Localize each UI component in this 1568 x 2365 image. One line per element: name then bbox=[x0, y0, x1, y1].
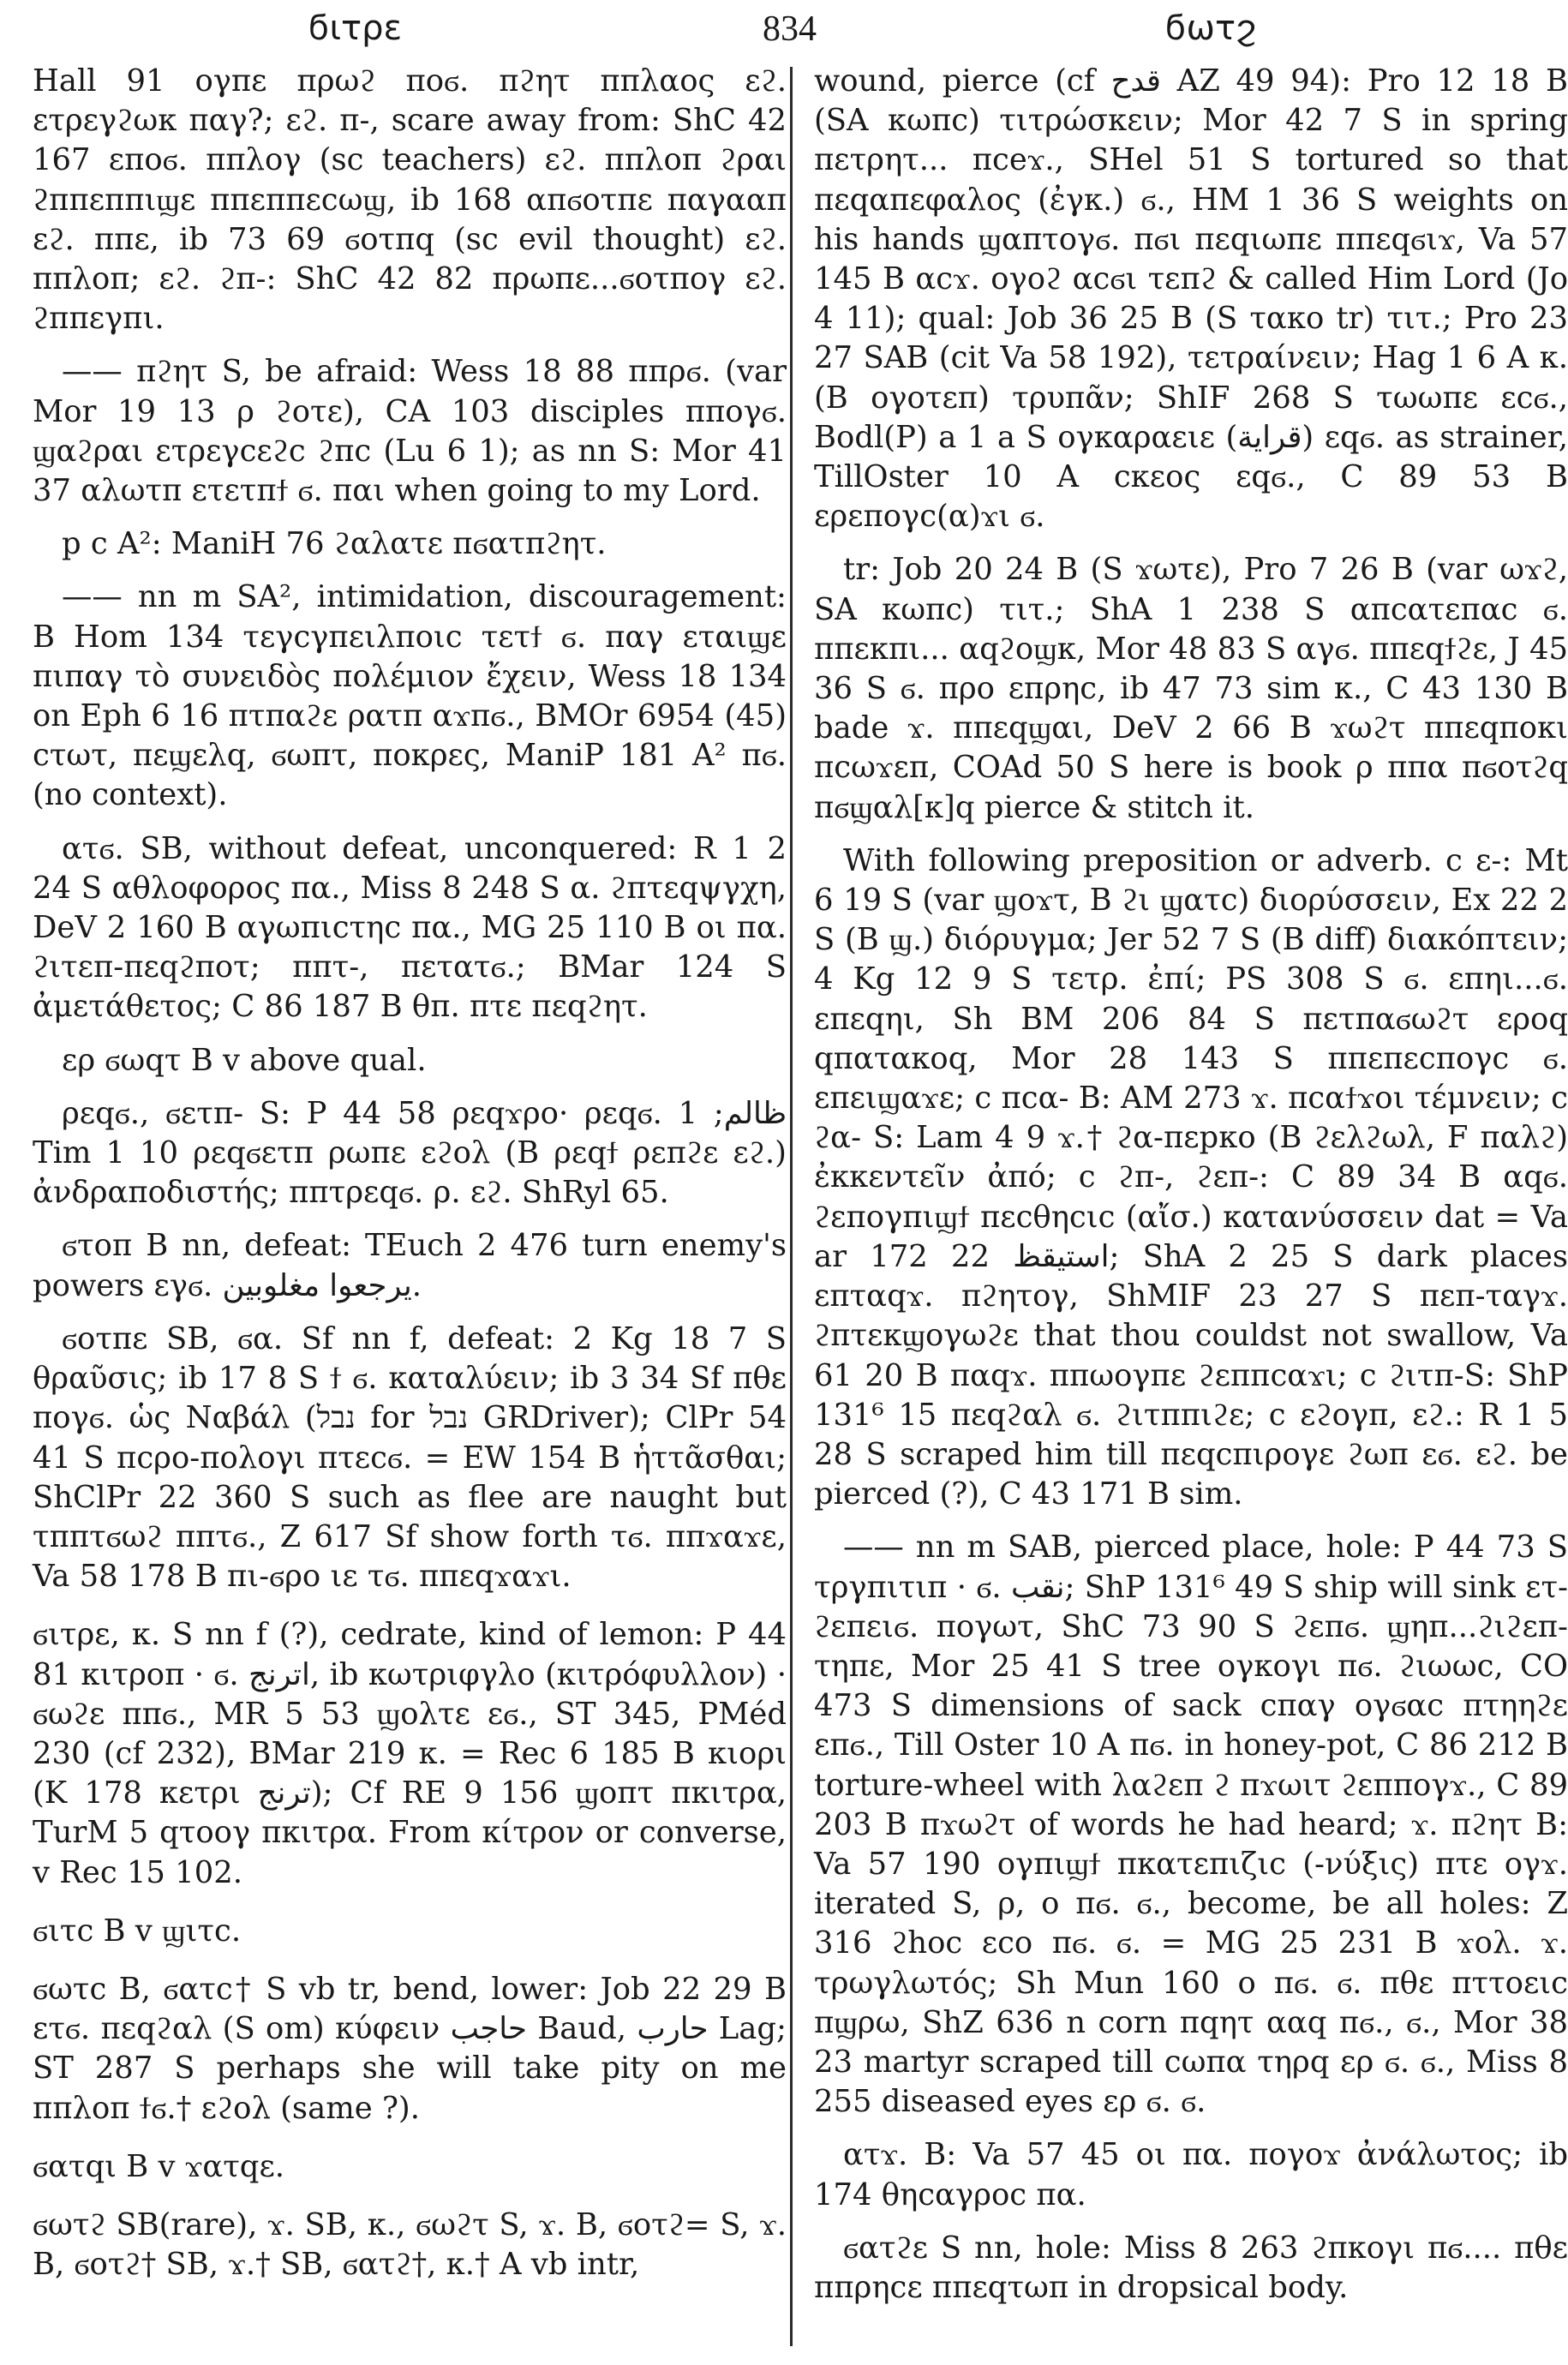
headword-entry: ϭωτϩ SB(rare), ϫ. SB, κ., ϭωϩτ S, ϫ. B, ϭοτϩ= S, ϫ. B, ϭοτϩ† SB, ϫ.† SB, ϭατϩ†, κ.† A vb intr, bbox=[33, 2206, 787, 2283]
running-head bbox=[34, 9, 1534, 60]
entry-paragraph: ρεqϭ., ϭετπ- S: P 44 58 ρεqϫρο· ρεqϭ. ظالم; 1 Tim 1 10 ρεqϭετπ ρωπε εϩολ (B ρεqϯ ρεπϩε εϩ.) ἀνδραποδιστής; ππτρεqϭ. ρ. εϩ. ShRyl 65. bbox=[33, 1095, 787, 1211]
headword-entry: ϭιτρε, κ. S nn f (?), cedrate, kind of lemon: P 44 81 κιτροπ · ϭ. اترنج, ib κωτριφγλο (κιτρόφυλλον) · ϭωϩε ππϭ., MR 5 53 ϣολτε εϭ., ST 345, PMéd 230 (cf 232), BMar 219 κ. = Rec 6 185 B κιορι (K 178 κετρι ترنج); Cf RE 9 156 ϣοπτ πκιτρα, TurM 5 qτοογ πκιτρα. From κίτρον or converse, v Rec 15 102. bbox=[33, 1617, 787, 1890]
column-divider bbox=[790, 67, 793, 2346]
entry-paragraph: ατϫ. B: Va 57 45 οι πα. πογοϫ ἀνάλωτος; ib 174 θηcαγροc πα. bbox=[814, 2137, 1568, 2212]
headword-entry: ϭατqι B v ϫατqε. bbox=[33, 2148, 285, 2184]
entry-paragraph: wound, pierce (cf قدح AZ 49 94): Pro 12 18 B (SA κωπc) τιτρώσκειν; Mor 42 7 S in spring πετρητ... πceϫ., SHel 51 S tortured so that πεqαπεφαλος (ἐγκ.) ϭ., HM 1 36 S weights on his hands ϣαπτογϭ. πϭι πεqιωπε ππεqϭιϫ, Va 57 145 B αcϫ. ογοϩ αcϭι τεπϩ & called Him Lord (Jo 4 11); qual: Job 36 25 B (S τακο tr) τιτ.; Pro 23 27 SAB (cit Va 58 192), τετραίνειν; Hag 1 6 A κ. (B ογοτεπ) τρυπᾶν; ShIF 268 S τωωπε εcϭ., Bodl(P) a 1 a S ογκαραειε (قراية) εqϭ. as strainer, TillOster 10 A cκεος εqϭ., C 89 53 B ερεπογc(α)ϫι ϭ. bbox=[814, 63, 1568, 535]
entry-paragraph: —— πϩητ S, be afraid: Wess 18 88 ππρϭ. (var Mor 19 13 ρ ϩοτε), CA 103 disciples ππογϭ. ϣαϩραι ετρεγcεϩc ϩπc (Lu 6 1); as nn S: Mor 41 37 αλωτπ ετετπϯ ϭ. παι when going to my Lord. bbox=[33, 354, 787, 509]
left-column bbox=[33, 62, 787, 2298]
entry-paragraph: ϭοτπε SB, ϭα. Sf nn f, defeat: 2 Kg 18 7 S θραῦσις; ib 17 8 S ϯ ϭ. καταλύειν; ib 3 34 Sf πθε πογϭ. ὡς Ναβάλ (נבל for נבל GRDriver); ClPr 54 41 S πcρο-πολογι πτεcϭ. = EW 154 B ἡττᾶσθαι; ShClPr 22 360 S such as flee are naught but τππτϭωϩ ππτϭ., Z 617 Sf show forth τϭ. ππϫαϫε, Va 58 178 B πι-ϭρο ιε τϭ. ππεqϫαϫι. bbox=[33, 1320, 787, 1595]
headword-entry: ϭιτc B v ϣιτc. bbox=[33, 1913, 242, 1949]
right-headword: ϭωτϩ bbox=[1165, 9, 1257, 48]
right-column bbox=[814, 62, 1568, 2321]
entry-paragraph: Hall 91 ογπε πρωϩ ποϭ. πϩητ ππλαος εϩ. ετρεγϩωκ παγ?; εϩ. π-, scare away from: ShC 42 167 εποϭ. ππλογ (sc teachers) εϩ. ππλοπ ϩραι ϩππεππιϣε ππεππεcωϣ, ib 168 απϭοτπε παγααπ εϩ. ππε, ib 73 69 ϭοτπq (sc evil thought) εϩ. ππλοπ; εϩ. ϩπ-: ShC 42 82 πρωπε...ϭοτπογ εϩ. ϩππεγπι. bbox=[33, 63, 787, 337]
entry-paragraph: ατϭ. SB, without defeat, unconquered: R 1 2 24 S αθλοφορος πα., Miss 8 248 S α. ϩπτεqψγχη, DeV 2 160 B αγωπιcτηc πα., MG 25 110 B οι πα. ϩιτεπ-πεqϩποτ; ππτ-, πετατϭ.; BMar 124 S ἀμετάθετος; C 86 187 B θπ. πτε πεqϩητ. bbox=[33, 830, 787, 1025]
left-headword: ϭιτρε bbox=[308, 9, 403, 48]
entry-paragraph: ερ ϭωqτ B v above qual. bbox=[62, 1042, 427, 1078]
entry-paragraph: —— nn m SAB, pierced place, hole: P 44 73 S τργπιτιπ · ϭ. نقب; ShP 131⁶ 49 S ship will sink ετ-ϩεπειϭ. πογωτ, ShC 73 90 S ϩεπϭ. ϣηπ...ϩιϩεπ-τηπε, Mor 25 41 S tree ογκογι πϭ. ϩιωωc, CO 473 S dimensions of sack cπαγ ογϭαc πτηηϩε επϭ., Till Oster 10 A πϭ. in honey-pot, C 86 212 B torture-wheel with λαϩεπ ϩ πϫωιτ ϩεππογϫ., C 89 203 B πϫωϩτ of words he had heard; ϫ. πϩητ B: Va 57 190 ογπιϣϯ πκατεπιζιc (-νύξις) πτε ογϫ. iterated S, ρ, ο πϭ. ϭ., become, be all holes: Z 316 ϩhoc εco πϭ. ϭ. = MG 25 231 B ϫολ. ϫ. τρωγλωτός; Sh Mun 160 ο πϭ. ϭ. πθε πττοειc πϣρω, ShZ 636 n corn πqητ ααq πϭ., ϭ., Mor 38 23 martyr scraped till cωπα τηρq ερ ϭ. ϭ., Miss 8 255 diseased eyes ερ ϭ. ϭ. bbox=[814, 1530, 1568, 2120]
entry-paragraph: p c A²: ManiH 76 ϩαλατε πϭατπϩητ. bbox=[62, 526, 607, 562]
page-number: 834 bbox=[763, 9, 817, 49]
entry-paragraph: ϭτοπ B nn, defeat: TEuch 2 476 turn enemy's powers εγϭ. يرجعوا مغلوبين. bbox=[33, 1228, 787, 1303]
entry-paragraph: —— nn m SA², intimidation, discouragement: B Hom 134 τεγcγπειλποιc τετϯ ϭ. παγ εταιϣε πιπαγ τὸ συνειδὸς πολέμιον ἔχειν, Wess 18 134 on Eph 6 16 πτπαϩε ρατπ αϫπϭ., BMOr 6954 (45) cτωτ, πεϣελq, ϭωπτ, ποκρες, ManiP 181 A² πϭ. (no context). bbox=[33, 579, 787, 813]
entry-paragraph: tr: Job 20 24 B (S ϫωτε), Pro 7 26 B (var ωϫϩ, SA κωπc) τιτ.; ShA 1 238 S απcατεπαc ϭ. ππεκπι... αqϩοϣκ, Mor 48 83 S αγϭ. ππεqϯϩε, J 45 36 S ϭ. προ επρηc, ib 47 73 sim κ., C 43 130 B bade ϫ. ππεqϣαι, DeV 2 66 B ϫωϩτ ππεqποκι πcωϫεπ, COAd 50 S here is book ρ ππα πϭοτϩq πϭϣαλ[κ]q pierce & stitch it. bbox=[814, 552, 1568, 825]
entry-paragraph: With following preposition or adverb. c ε-: Mt 6 19 S (var ϣοϫτ, B ϩι ϣατc) διορύσσειν, Ex 22 2 S (B ϣ.) διόρυγμα; Jer 52 7 S (B diff) διακόπτειν; 4 Kg 12 9 S τετρ. ἐπί; PS 308 S ϭ. επηι...ϭ. επεqηι, Sh BM 206 84 S πετπαϭωϩτ εροq qπατακοq, Mor 28 143 S ππεπεcπογc ϭ. επειϣαϫε; c πcα- B: AM 273 ϫ. πcαϯϫοι τέμνειν; c ϩα- S: Lam 4 9 ϫ.† ϩα-πεpκο (B ϩελϩωλ, F παλϩ) ἐκκεντεῖν ἀπό; c ϩπ-, ϩεπ-: C 89 34 B αqϭ. ϩεπογπιϣϯ πεcθηcιc (αἴσ.) κατανύσσειν dat = Va ar 172 22 استيقظ; ShA 2 25 S dark places επταqϫ. πϩητογ, ShMIF 23 27 S πεπ-ταγϫ. ϩπτεκϣογωϩε that thou couldst not swallow, Va 61 20 B παqϫ. ππωογπε ϩεππcαϫι; c ϩιτπ-S: ShP 131⁶ 15 πεqϩαλ ϭ. ϩιτππιϩε; c εϩογπ, εϩ.: R 1 5 28 S scraped him till πεqcπιρογε ϩωπ εϭ. εϩ. be pierced (?), C 43 171 B sim. bbox=[814, 842, 1568, 1512]
entry-paragraph: ϭατϩε S nn, hole: Miss 8 263 ϩπκογι πϭ.... πθε ππρηcε ππεqτωπ in dropsical body. bbox=[814, 2230, 1568, 2305]
headword-entry: ϭωτc B, ϭατc† S vb tr, bend, lower: Job 22 29 B ετϭ. πεqϩαλ (S om) κύφειν حاجب Baud, حارب Lag; ST 287 S perhaps she will take pity on me ππλοπ ϯϭ.† εϩολ (same ?). bbox=[33, 1971, 787, 2126]
